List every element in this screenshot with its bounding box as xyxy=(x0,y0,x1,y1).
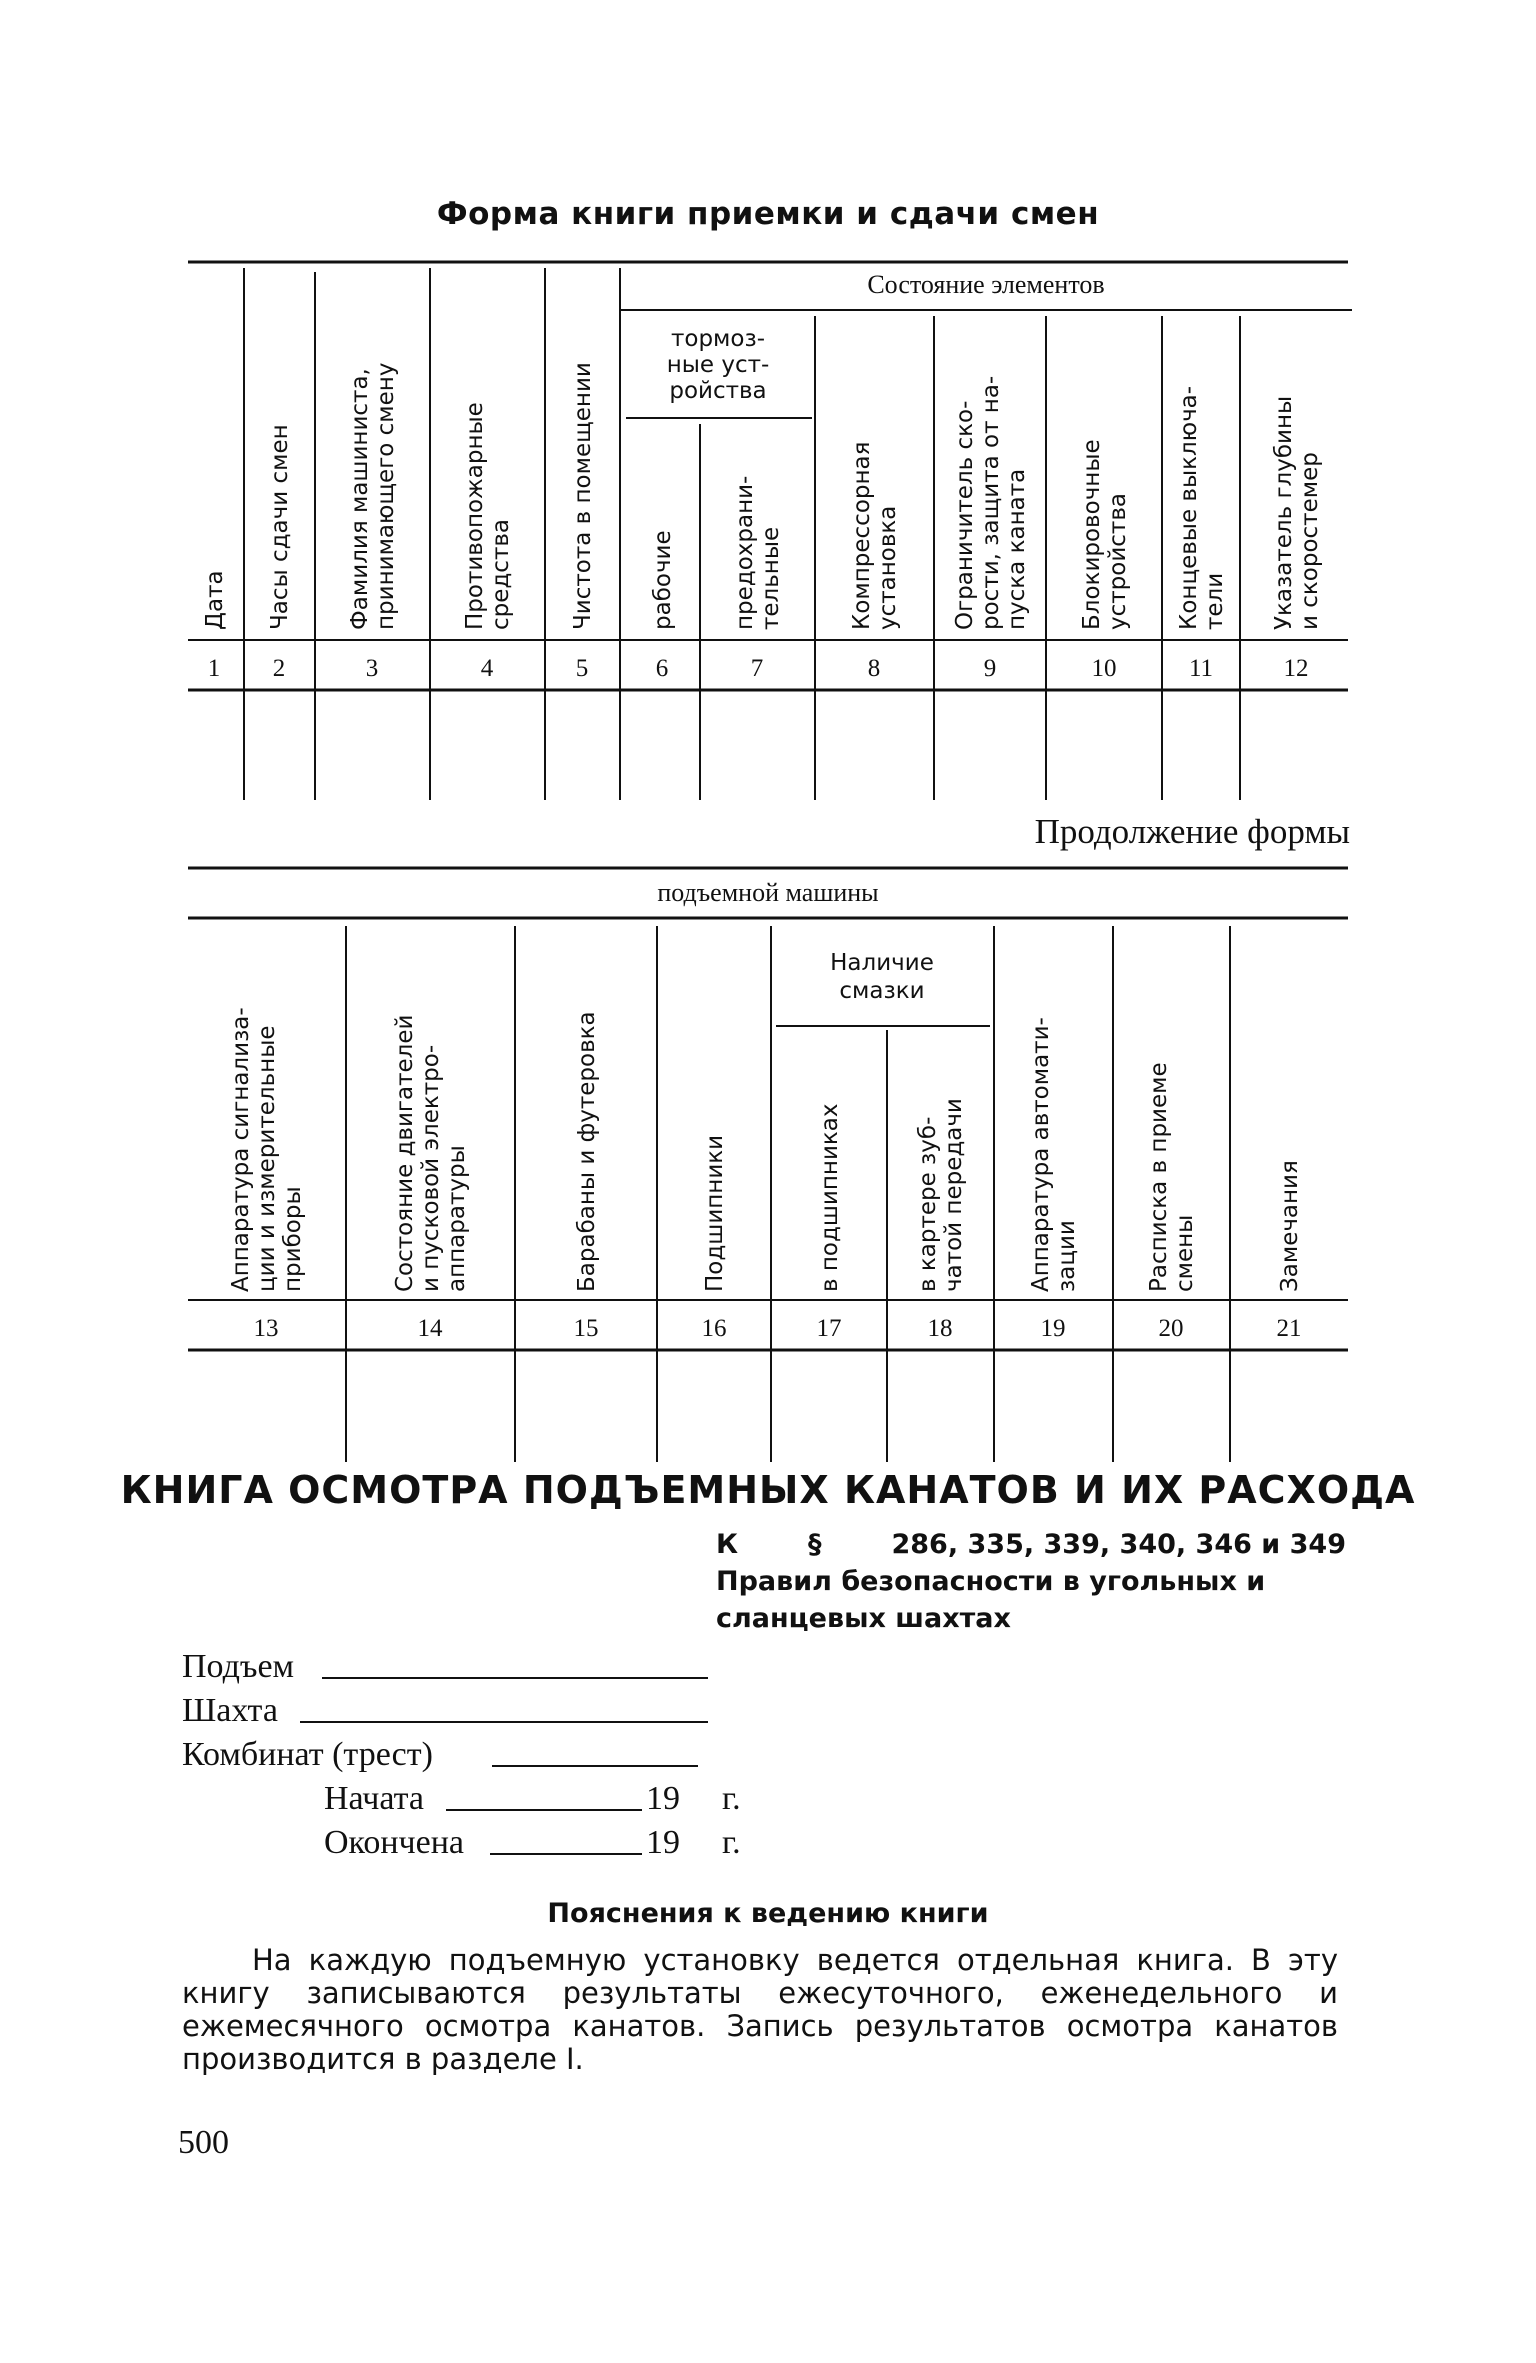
finished-blank[interactable] xyxy=(490,1852,642,1855)
svg-text:тормоз-: тормоз- xyxy=(670,326,766,352)
svg-text:ройства: ройства xyxy=(669,378,767,404)
svg-text:рости, защита от на-: рости, защита от на- xyxy=(978,375,1004,630)
finished-year-suffix: г. xyxy=(722,1824,741,1861)
col-number-8: 8 xyxy=(867,655,881,682)
col-header-15 xyxy=(574,1011,600,1292)
svg-text:Компрессорная: Компрессорная xyxy=(849,441,875,630)
ref-prefix: К xyxy=(716,1529,739,1560)
col-number-18: 18 xyxy=(927,1315,953,1342)
started-label: Начата xyxy=(324,1780,424,1817)
svg-text:тели: тели xyxy=(1202,572,1228,630)
lift-blank[interactable] xyxy=(322,1676,708,1679)
col-number-13: 13 xyxy=(253,1315,279,1342)
col-number-10: 10 xyxy=(1091,655,1117,682)
svg-text:Часы сдачи смен: Часы сдачи смен xyxy=(267,424,293,630)
svg-text:Наличие: Наличие xyxy=(830,950,934,976)
svg-text:ные уст-: ные уст- xyxy=(666,352,770,378)
col-header-18 xyxy=(915,1098,967,1292)
svg-text:принимающего смену: принимающего смену xyxy=(373,362,399,630)
lift-label: Подъем xyxy=(182,1648,295,1685)
col-header-13 xyxy=(228,1007,306,1292)
col-header-17 xyxy=(817,1104,843,1293)
col-number-1: 1 xyxy=(207,655,221,682)
combine-label: Комбинат (трест) xyxy=(182,1736,433,1773)
col-number-17: 17 xyxy=(816,1315,842,1342)
ref-line-3: сланцевых шахтах xyxy=(716,1603,1011,1634)
mine-blank[interactable] xyxy=(300,1720,708,1723)
svg-text:зации: зации xyxy=(1054,1220,1080,1292)
col-header-16 xyxy=(702,1135,728,1292)
col-number-20: 20 xyxy=(1158,1315,1184,1342)
col-number-16: 16 xyxy=(701,1315,727,1342)
svg-text:средства: средства xyxy=(488,519,514,630)
form-title: Форма книги приемки и сдачи смен xyxy=(436,196,1100,232)
svg-text:Состояние двигателей: Состояние двигателей xyxy=(392,1014,418,1292)
combine-blank[interactable] xyxy=(492,1764,698,1767)
svg-text:Барабаны и футеровка: Барабаны и футеровка xyxy=(574,1011,600,1292)
ref-numbers: 286, 335, 339, 340, 346 и 349 xyxy=(891,1529,1346,1560)
svg-text:Чистота в помещении: Чистота в помещении xyxy=(570,362,596,630)
book-title: КНИГА ОСМОТРА ПОДЪЕМНЫХ КАНАТОВ И ИХ РАСХОДА xyxy=(120,1468,1416,1512)
svg-text:и скоростемер: и скоростемер xyxy=(1297,452,1323,630)
col-header-20 xyxy=(1146,1062,1198,1292)
svg-text:и пусковой электро-: и пусковой электро- xyxy=(418,1044,444,1292)
col-header-14 xyxy=(392,1015,470,1292)
col-header-21 xyxy=(1277,1160,1303,1292)
svg-text:предохрани-: предохрани- xyxy=(732,475,758,630)
mine-label: Шахта xyxy=(182,1692,278,1729)
svg-text:Указатель глубины: Указатель глубины xyxy=(1271,395,1297,630)
col-number-19: 19 xyxy=(1040,1315,1066,1342)
svg-text:в подшипниках: в подшипниках xyxy=(817,1103,843,1292)
svg-text:устройства: устройства xyxy=(1105,493,1131,630)
svg-text:Противопожарные: Противопожарные xyxy=(462,402,488,630)
svg-text:смены: смены xyxy=(1172,1214,1198,1292)
svg-text:Замечания: Замечания xyxy=(1277,1160,1303,1292)
explanation-paragraph: На каждую подъемную установку ведется отдельная книга. В эту книгу записываются результаты ежесуточного, еженедельного и ежемесячного осмотра канатов. Запись результатов осмотра канатов производится в разделе I. xyxy=(182,1943,1338,2076)
col-number-15: 15 xyxy=(573,1315,599,1342)
started-year: 19 xyxy=(646,1780,680,1817)
col-header-19 xyxy=(1028,1017,1080,1292)
col-number-7: 7 xyxy=(750,655,764,682)
svg-text:установка: установка xyxy=(875,505,901,630)
svg-text:аппаратуры: аппаратуры xyxy=(444,1145,470,1292)
svg-text:Дата: Дата xyxy=(202,570,228,630)
svg-text:Концевые выключа-: Концевые выключа- xyxy=(1176,385,1202,630)
col-number-5: 5 xyxy=(575,655,589,682)
svg-text:смазки: смазки xyxy=(839,978,925,1004)
svg-text:Подшипники: Подшипники xyxy=(702,1134,728,1292)
svg-text:Расписка в приеме: Расписка в приеме xyxy=(1146,1062,1172,1292)
started-year-suffix: г. xyxy=(722,1780,741,1817)
svg-text:пуска каната: пуска каната xyxy=(1004,468,1030,630)
svg-text:Аппаратура сигнализа-: Аппаратура сигнализа- xyxy=(228,1007,254,1292)
col-number-9: 9 xyxy=(983,655,997,682)
section-sign: § xyxy=(808,1529,822,1560)
svg-text:Фамилия машиниста,: Фамилия машиниста, xyxy=(347,368,373,630)
col-number-6: 6 xyxy=(655,655,669,682)
col-number-3: 3 xyxy=(365,655,379,682)
col-number-14: 14 xyxy=(417,1315,443,1342)
elements-state-header: Состояние элементов xyxy=(867,270,1105,299)
svg-text:в картере зуб-: в картере зуб- xyxy=(915,1116,941,1292)
col-number-2: 2 xyxy=(272,655,286,682)
col-number-12: 12 xyxy=(1283,655,1309,682)
ref-line-2: Правил безопасности в угольных и xyxy=(716,1566,1266,1597)
col-number-11: 11 xyxy=(1188,655,1214,682)
explanation-title: Пояснения к ведению книги xyxy=(547,1898,989,1929)
col-number-21: 21 xyxy=(1276,1315,1302,1342)
svg-text:чатой передачи: чатой передачи xyxy=(941,1098,967,1292)
svg-text:рабочие: рабочие xyxy=(650,530,676,630)
page-number: 500 xyxy=(178,2124,229,2161)
finished-label: Окончена xyxy=(324,1824,465,1861)
continuation-label: Продолжение формы xyxy=(1034,812,1350,851)
svg-text:Ограничитель ско-: Ограничитель ско- xyxy=(952,400,978,630)
svg-text:тельные: тельные xyxy=(758,526,784,630)
col-number-4: 4 xyxy=(480,655,494,682)
started-blank[interactable] xyxy=(446,1808,642,1811)
rules-reference xyxy=(716,1526,1346,1637)
svg-text:приборы: приборы xyxy=(280,1186,306,1292)
svg-text:Блокировочные: Блокировочные xyxy=(1079,439,1105,630)
finished-year: 19 xyxy=(646,1824,680,1861)
svg-text:ции и измерительные: ции и измерительные xyxy=(254,1025,280,1292)
lift-machine-header: подъемной машины xyxy=(657,878,879,907)
svg-text:Аппаратура автомати-: Аппаратура автомати- xyxy=(1028,1017,1054,1292)
lubrication-header xyxy=(830,950,934,1004)
